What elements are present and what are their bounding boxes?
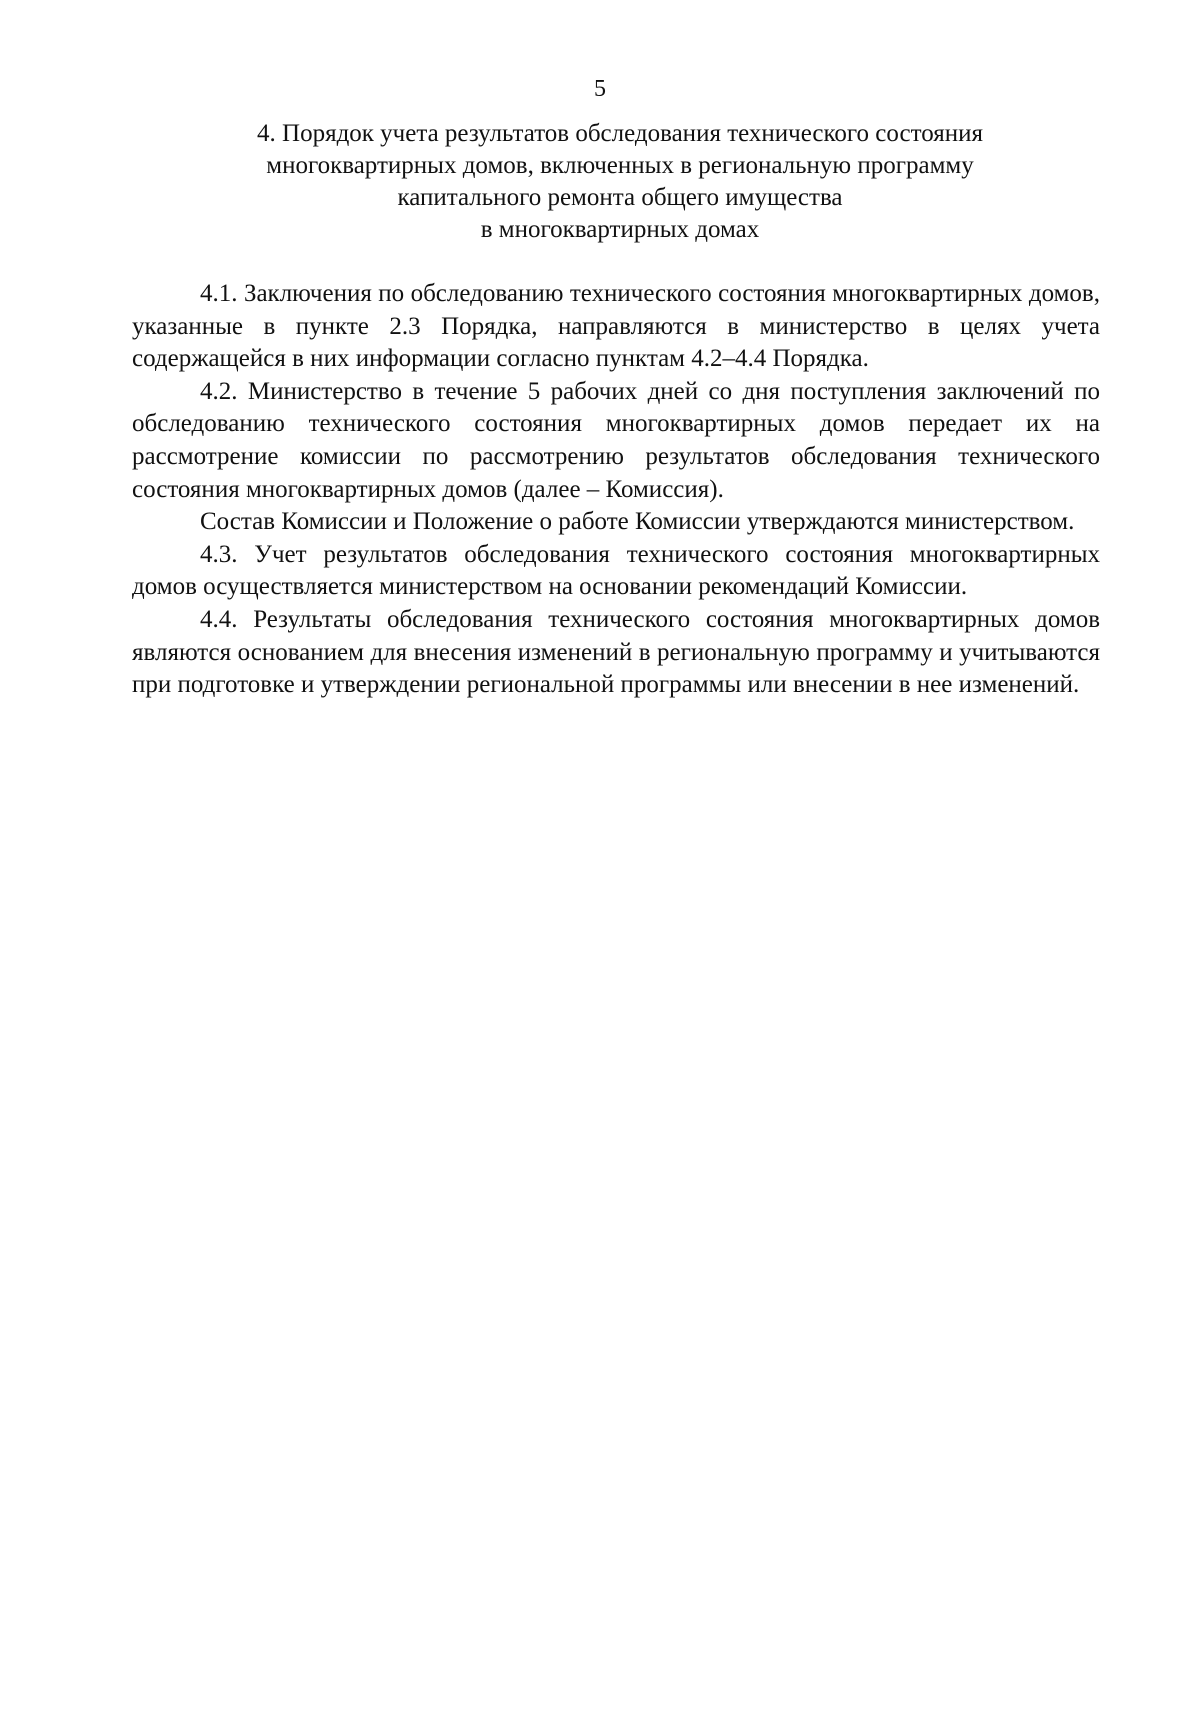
section-title-line-4: в многоквартирных домах bbox=[480, 216, 760, 243]
paragraph-4-2: 4.2. Министерство в течение 5 рабочих дней со дня поступления заключений по обследованию технического состояния многоквартирных домов передает их на рассмотрение комиссии по рассмотрению результатов обследования технического состояния многоквартирных домов (далее – Комиссия). bbox=[132, 377, 1100, 503]
document-body bbox=[132, 278, 1100, 702]
section-title-line-3: капитального ремонта общего имущества bbox=[397, 184, 843, 211]
section-title-line-1: 4. Порядок учета результатов обследования технического состояния bbox=[257, 120, 983, 147]
paragraph-4-4: 4.4. Результаты обследования технического состояния многоквартирных домов являются основанием для внесения изменений в региональную программу и учитываются при подготовке и утверждении региональной программы или внесении в нее изменений. bbox=[132, 605, 1100, 699]
paragraph-4-3: 4.3. Учет результатов обследования технического состояния многоквартирных домов осуществляется министерством на основании рекомендаций Комиссии. bbox=[132, 540, 1100, 601]
section-title bbox=[180, 118, 1060, 246]
page-number: 5 bbox=[594, 76, 606, 102]
paragraph-4-1: 4.1. Заключения по обследованию технического состояния многоквартирных домов, указанные в пункте 2.3 Порядка, направляются в министерство в целях учета содержащейся в них информации согласно пунктам 4.2–4.4 Порядка. bbox=[132, 280, 1100, 373]
paragraph-commission-composition: Состав Комиссии и Положение о работе Комиссии утверждаются министерством. bbox=[200, 508, 1075, 536]
section-title-line-2: многоквартирных домов, включенных в региональную программу bbox=[266, 152, 974, 179]
